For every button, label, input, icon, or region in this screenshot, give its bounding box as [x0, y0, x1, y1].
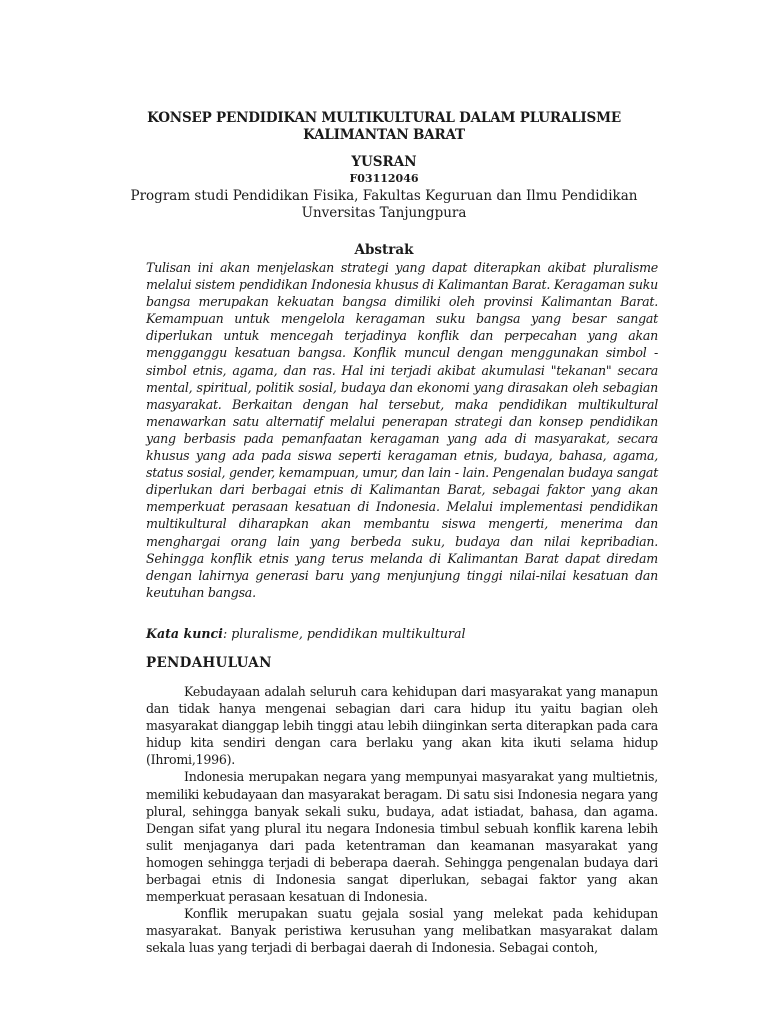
paragraph: Kebudayaan adalah seluruh cara kehidupan dari masyarakat yang manapun dan tidak hanya mengenai sebagian dari cara hidup itu yaitu bagian oleh masyarakat dianggap lebih tinggi atau lebih diinginkan serta diterapkan pada cara hidup kita sendiri dengan cara berlaku yang akan kita ikuti selama hidup (Ihromi,1996). [146, 684, 658, 768]
student-id: F03112046 [349, 172, 419, 185]
abstract-text: Tulisan ini akan menjelaskan strategi yang dapat diterapkan akibat pluralisme melalui sistem pendidikan Indonesia khusus di Kalimantan Barat. Keragaman suku bangsa merupakan kekuatan bangsa dimiliki oleh provinsi Kalimantan Barat. Kemampuan untuk mengelola keragaman suku bangsa yang besar sangat diperlukan untuk mencegah terjadinya konflik dan perpecahan yang akan mengganggu kesatuan bangsa. Konflik muncul dengan menggunakan simbol - simbol etnis, agama, dan ras. Hal ini terjadi akibat akumulasi "tekanan" secara mental, spiritual, politik sosial, budaya dan ekonomi yang dirasakan oleh sebagian masyarakat. Berkaitan dengan hal tersebut, maka pendidikan multikultural menawarkan satu alternatif melalui penerapan strategi dan konsep pendidikan yang berbasis pada pemanfaatan keragaman yang ada di masyarakat, secara khusus yang ada pada siswa seperti keragaman etnis, budaya, bahasa, agama, status sosial, gender, kemampuan, umur, dan lain - lain. Pengenalan budaya sangat diperlukan dari berbagai etnis di Kalimantan Barat, sebagai faktor yang akan memperkuat perasaan kesatuan di Indonesia. Melalui implementasi pendidikan multikultural diharapkan akan membantu siswa mengerti, menerima dan menghargai orang lain yang berbeda suku, budaya dan nilai kepribadian. Sehingga konflik etnis yang terus melanda di Kalimantan Barat dapat diredam dengan lahirnya generasi baru yang menjunjung tinggi nilai-nilai kesatuan dan keutuhan bangsa. [146, 260, 659, 600]
author-name: YUSRAN [351, 154, 417, 170]
paragraph: Indonesia merupakan negara yang mempunyai masyarakat yang multietnis, memiliki kebudayaan dan masyarakat beragam. Di satu sisi Indonesia negara yang plural, sehingga banyak sekali suku, budaya, adat istiadat, bahasa, dan agama. Dengan sifat yang plural itu negara Indonesia timbul sebuah konflik karena lebih sulit menjaganya dari pada ketentraman dan keamanan masyarakat yang homogen sehingga terjadi di beberapa daerah. Sehingga pengenalan budaya dari berbagai etnis di Indonesia sangat diperlukan, sebagai faktor yang akan memperkuat perasaan kesatuan di Indonesia. [146, 769, 658, 905]
paper-title: KONSEP PENDIDIKAN MULTIKULTURAL DALAM PLURALISME KALIMANTAN BARAT [147, 110, 621, 143]
keywords-text: : pluralisme, pendidikan multikultural [222, 626, 466, 641]
body-text [146, 683, 658, 957]
keywords-label: Kata kunci [146, 626, 223, 641]
affiliation: Program studi Pendidikan Fisika, Fakultas Keguruan dan Ilmu Pendidikan Unversitas Tanjungpura [130, 188, 638, 221]
abstract-heading: Abstrak [354, 242, 414, 258]
section-heading: PENDAHULUAN [146, 655, 272, 671]
paragraph: Konflik merupakan suatu gejala sosial yang melekat pada kehidupan masyarakat. Banyak peristiwa kerusuhan yang melibatkan masyarakat dalam sekala luas yang terjadi di berbagai daerah di Indonesia. Sebagai contoh, [146, 906, 658, 956]
keywords [146, 626, 658, 642]
